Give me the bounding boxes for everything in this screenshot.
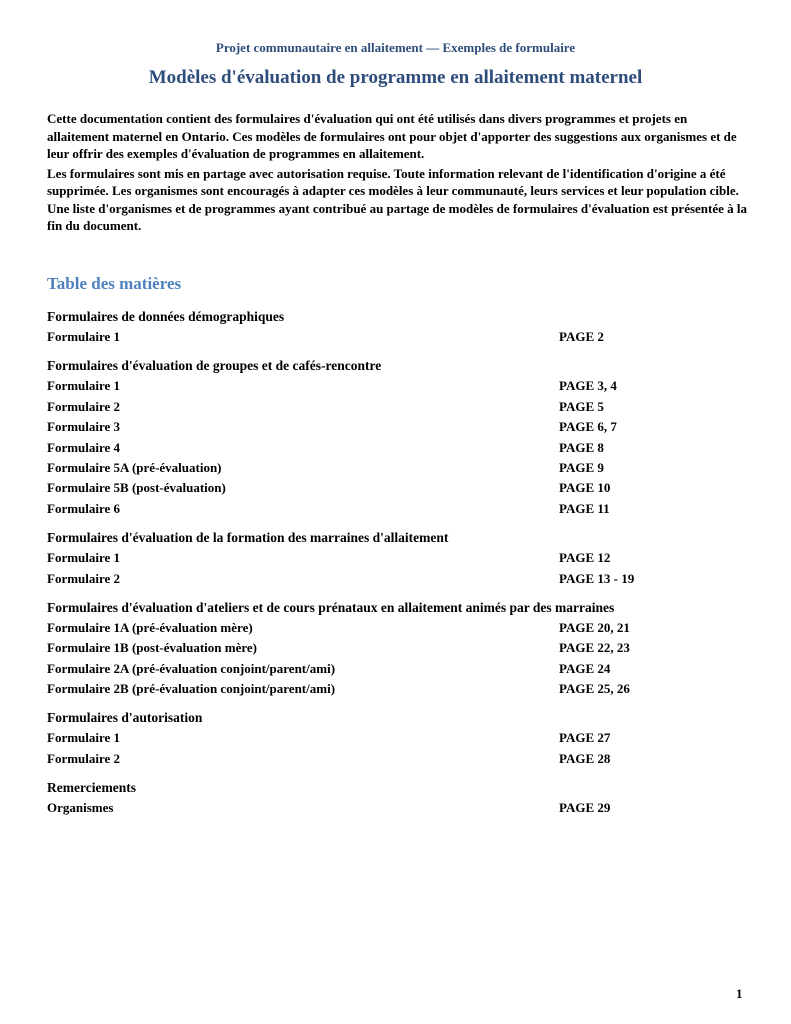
toc-section bbox=[47, 708, 747, 769]
toc-entry[interactable] bbox=[47, 376, 747, 396]
page-number: 1 bbox=[736, 986, 743, 1001]
toc-section-title: Formulaires d'évaluation d'ateliers et de cours prénataux en allaitement animés par des marraines bbox=[47, 599, 615, 615]
running-header: Projet communautaire en allaitement — Exemples de formulaire bbox=[215, 40, 576, 55]
toc-entry-page: PAGE 28 bbox=[559, 750, 611, 766]
toc-section bbox=[47, 778, 747, 818]
section-spacer bbox=[47, 769, 747, 778]
toc-entry-label: Formulaire 1 bbox=[47, 550, 121, 566]
toc-entry[interactable] bbox=[47, 438, 747, 458]
toc-entry[interactable] bbox=[47, 417, 747, 437]
toc-entry[interactable] bbox=[47, 397, 747, 417]
toc-entry-label: Formulaire 6 bbox=[47, 500, 121, 516]
section-spacer bbox=[47, 589, 747, 598]
toc-entry-label: Formulaire 2A (pré-évaluation conjoint/parent/ami) bbox=[47, 660, 336, 676]
page-title: Modèles d'évaluation de programme en allaitement maternel bbox=[148, 67, 643, 88]
toc-entry-label: Formulaire 5B (post-évaluation) bbox=[47, 480, 226, 496]
toc-entry-page: PAGE 12 bbox=[559, 550, 611, 566]
toc-entry[interactable] bbox=[47, 478, 747, 498]
toc-entry-page: PAGE 22, 23 bbox=[559, 640, 630, 656]
intro-paragraph-1: Cette documentation contient des formulaires d'évaluation qui ont été utilisés dans divers programmes et projets en allaitement maternel en Ontario. Ces modèles de formulaires ont pour objet d'apporter des suggestions aux organismes et de leur offrir des exemples d'évaluation de programmes en allaitement. bbox=[47, 111, 737, 161]
toc-entry-page: PAGE 25, 26 bbox=[559, 681, 630, 697]
toc-entry-label: Formulaire 1 bbox=[47, 730, 121, 746]
toc-entry-page: PAGE 2 bbox=[559, 329, 604, 344]
table-of-contents bbox=[47, 307, 747, 819]
section-spacer bbox=[47, 519, 747, 528]
toc-entry-page: PAGE 8 bbox=[559, 439, 604, 455]
toc-entry[interactable] bbox=[47, 499, 747, 519]
toc-entry-label: Formulaire 2 bbox=[47, 750, 121, 766]
toc-entry-label: Formulaire 1B (post-évaluation mère) bbox=[47, 640, 258, 656]
toc-section bbox=[47, 356, 747, 519]
section-spacer bbox=[47, 699, 747, 708]
toc-entry-page: PAGE 29 bbox=[559, 800, 611, 816]
toc-entry[interactable] bbox=[47, 618, 747, 638]
toc-entry-page: PAGE 20, 21 bbox=[559, 619, 630, 635]
toc-entry-label: Formulaire 2B (pré-évaluation conjoint/parent/ami) bbox=[47, 681, 336, 697]
toc-entry-page: PAGE 6, 7 bbox=[559, 419, 617, 435]
toc-section bbox=[47, 528, 747, 589]
intro-paragraph-2: Les formulaires sont mis en partage avec autorisation requise. Toute information relevant de l'identification d'origine a été supprimée. Les organismes sont encouragés à adapter ces modèles à leur communauté, leurs services et leur population cible. Une liste d'organismes et de programmes ayant contribué au partage de modèles de formulaires d'évaluation est présentée à la fin du document. bbox=[47, 165, 748, 233]
toc-entry[interactable] bbox=[47, 659, 747, 679]
toc-entry-page: PAGE 3, 4 bbox=[559, 378, 617, 394]
toc-entry-label: Organismes bbox=[47, 800, 114, 816]
toc-entry-label: Formulaire 2 bbox=[47, 398, 121, 414]
toc-entry[interactable] bbox=[47, 569, 747, 589]
toc-entry[interactable] bbox=[47, 798, 747, 818]
toc-section bbox=[47, 598, 747, 700]
toc-section-title: Remerciements bbox=[47, 780, 136, 796]
toc-entry-label: Formulaire 1 bbox=[47, 378, 121, 394]
toc-title: Table des matières bbox=[47, 274, 182, 293]
toc-entry-label: Formulaire 5A (pré-évaluation) bbox=[47, 459, 222, 475]
toc-section-title: Formulaires d'autorisation bbox=[47, 710, 203, 726]
intro-text bbox=[47, 110, 747, 237]
toc-section-title: Formulaires d'évaluation de la formation des marraines d'allaitement bbox=[47, 530, 449, 546]
toc-section bbox=[47, 307, 747, 347]
toc-entry-page: PAGE 10 bbox=[559, 480, 611, 496]
toc-section-title: Formulaires de données démographiques bbox=[47, 309, 285, 324]
toc-section-title: Formulaires d'évaluation de groupes et de cafés-rencontre bbox=[47, 358, 382, 374]
toc-entry-page: PAGE 5 bbox=[559, 398, 604, 414]
toc-entry[interactable] bbox=[47, 638, 747, 658]
toc-entry[interactable] bbox=[47, 749, 747, 769]
toc-entry-label: Formulaire 1 bbox=[47, 329, 121, 344]
toc-entry-label: Formulaire 3 bbox=[47, 419, 121, 435]
toc-entry[interactable] bbox=[47, 458, 747, 478]
toc-entry-label: Formulaire 2 bbox=[47, 570, 121, 586]
toc-entry-page: PAGE 9 bbox=[559, 459, 604, 475]
toc-entry-label: Formulaire 1A (pré-évaluation mère) bbox=[47, 619, 253, 635]
toc-entry-page: PAGE 11 bbox=[559, 500, 610, 516]
toc-entry[interactable] bbox=[47, 548, 747, 568]
toc-entry-page: PAGE 24 bbox=[559, 660, 611, 676]
section-spacer bbox=[47, 347, 747, 356]
toc-entry[interactable] bbox=[47, 679, 747, 699]
toc-entry-page: PAGE 13 - 19 bbox=[559, 570, 635, 586]
toc-entry-page: PAGE 27 bbox=[559, 730, 611, 746]
toc-entry-label: Formulaire 4 bbox=[47, 439, 121, 455]
toc-entry[interactable] bbox=[47, 327, 747, 347]
toc-entry[interactable] bbox=[47, 728, 747, 748]
